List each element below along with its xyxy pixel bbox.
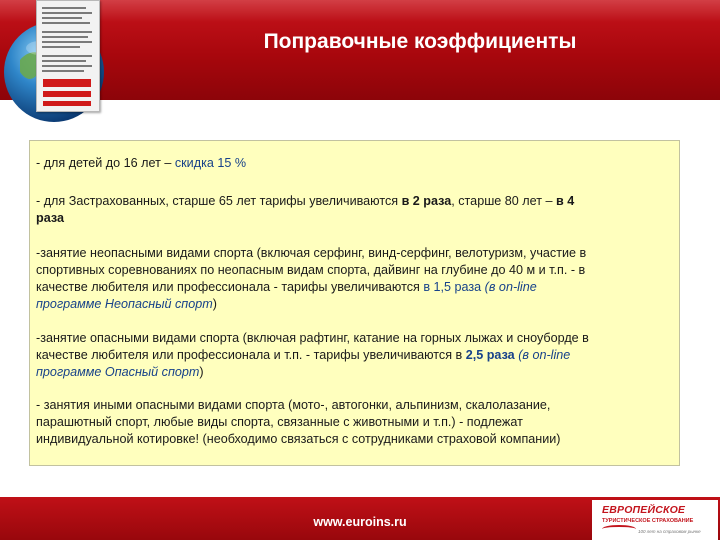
logo-swoosh-icon [602,525,636,533]
header-highlight [0,0,720,22]
footer-url-link[interactable]: www.euroins.ru [313,515,407,529]
company-logo [592,500,718,540]
item-non-dangerous-sport: -занятие неопасными видами спорта (включая серфинг, винд-серфинг, велотуризм, участие в спортивных соревнованиях по неопасным видам спорта, дайвинг на глубине до 40 м и т.п. - в качестве любителя или профессионала - тарифы увеличиваются в 1,5 раза (в on-line программе Неопасный спорт) [36,246,587,311]
item-other-dangerous-sport: - занятия иными опасными видами спорта (мото-, автогонки, альпинизм, скалолазание, парашютный спорт, любые виды спорта, связанные с животными и т.п.) - подлежат индивидуальной котировке! (необходимо связаться с сотрудниками страховой компании) [36,398,561,446]
item-age-65-80: - для Застрахованных, старше 65 лет тарифы увеличиваются в 2 раза, старше 80 лет – в 4 раза [36,194,575,225]
coefficients-panel [29,140,680,466]
page-title: Поправочные коэффициенты [263,30,577,53]
logo-name: ЕВРОПЕЙСКОЕ [602,504,686,516]
item-children-discount: - для детей до 16 лет – скидка 15 % [36,156,247,170]
logo-tagline: 100 лет на страховом рынке [638,529,701,534]
newspaper-clipping-image [36,0,100,112]
logo-subtitle: ТУРИСТИЧЕСКОЕ СТРАХОВАНИЕ [602,518,694,524]
item-dangerous-sport: -занятие опасными видами спорта (включая рафтинг, катание на горных лыжах и сноуборде в качестве любителя или профессионала и т.п. - тарифы увеличиваются в 2,5 раза (в on-line программе Опасный спорт) [36,331,589,379]
